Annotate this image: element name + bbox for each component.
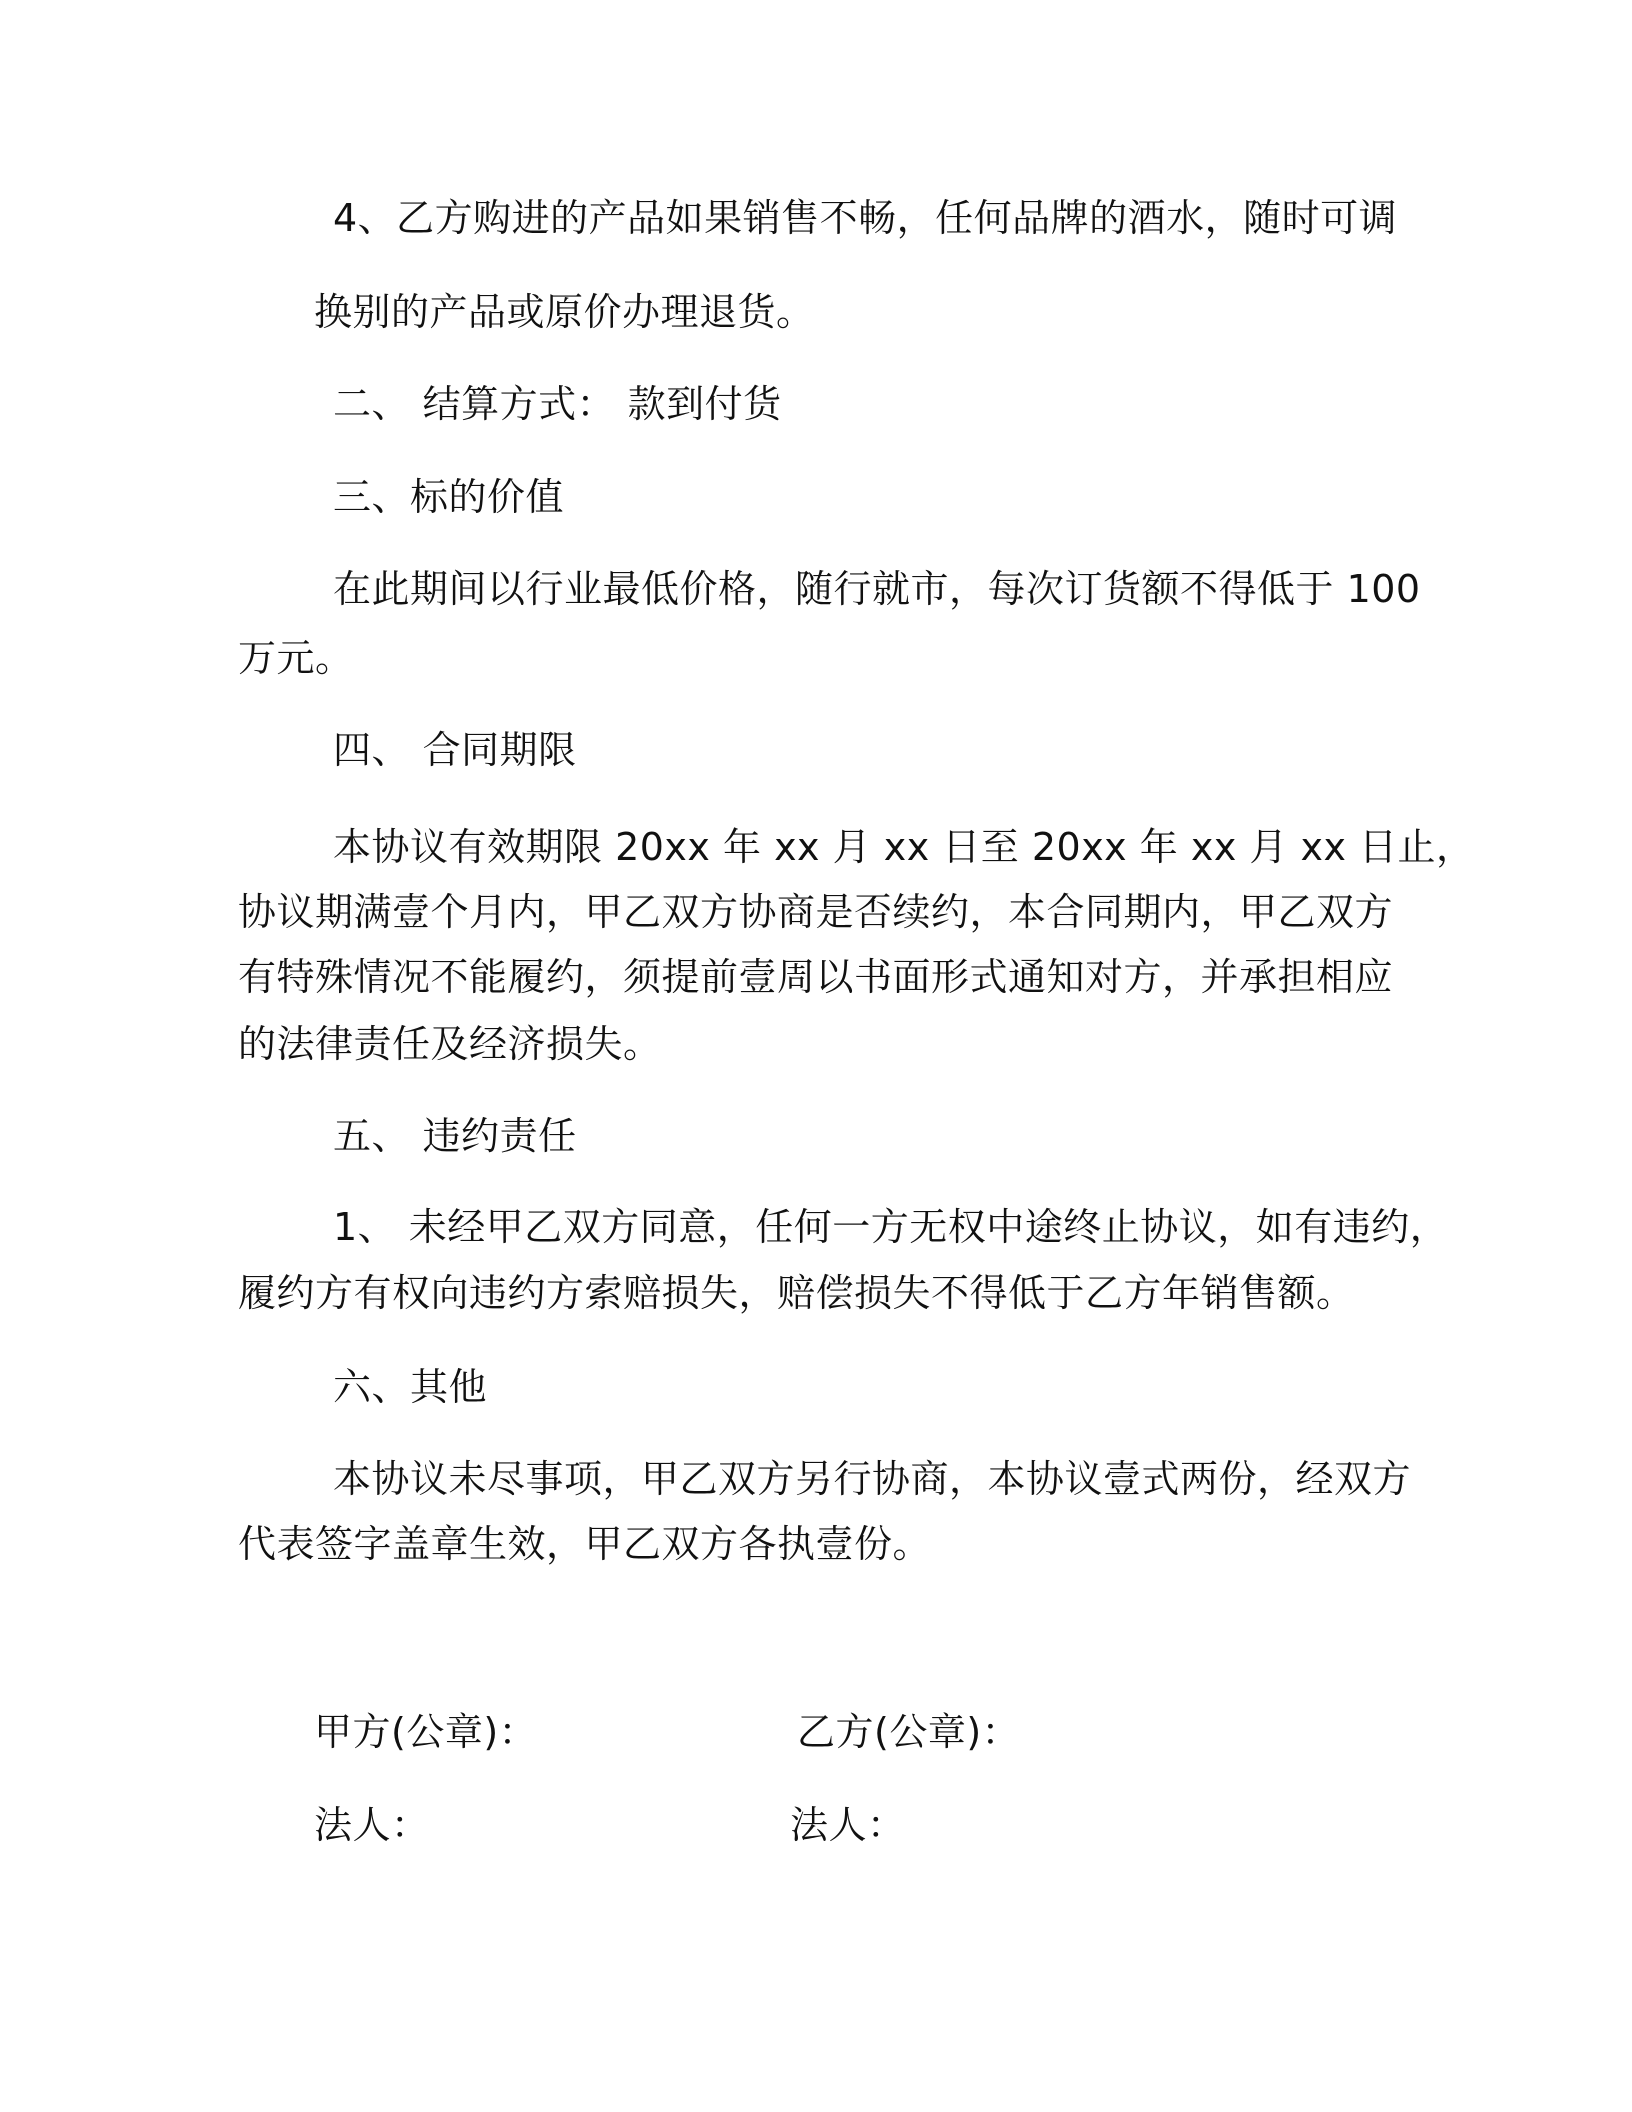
party-a-legal-label: 法人： (314, 1803, 430, 1847)
clause-1-4-line-2: 换别的产品或原价办理退货。 (314, 290, 815, 334)
section-5-body-line-1: 1、 未经甲乙双方同意，任何一方无权中途终止协议，如有违约， (333, 1205, 1449, 1249)
section-5-body-line-2: 履约方有权向违约方索赔损失，赔偿损失不得低于乙方年销售额。 (238, 1271, 1355, 1315)
section-6-body-line-1: 本协议未尽事项，甲乙双方另行协商，本协议壹式两份，经双方 (333, 1457, 1412, 1501)
party-a-seal-label: 甲方(公章)： (314, 1710, 538, 1754)
section-3-body-line-2: 万元。 (238, 636, 354, 680)
section-5-heading: 五、 违约责任 (333, 1114, 577, 1158)
section-4-body-line-2: 协议期满壹个月内，甲乙双方协商是否续约，本合同期内，甲乙双方 (238, 890, 1394, 934)
section-2-heading: 二、 结算方式： 款到付货 (333, 382, 782, 426)
party-b-seal-label: 乙方(公章)： (797, 1710, 1021, 1754)
section-4-body-line-4: 的法律责任及经济损失。 (238, 1022, 662, 1066)
clause-1-4-line-1: 4、乙方购进的产品如果销售不畅，任何品牌的酒水，随时可调 (333, 196, 1398, 240)
section-4-heading: 四、 合同期限 (333, 728, 577, 772)
section-3-heading: 三、标的价值 (333, 475, 565, 519)
section-3-body-line-1: 在此期间以行业最低价格，随行就市，每次订货额不得低于 100 (333, 567, 1421, 611)
section-6-heading: 六、其他 (333, 1365, 488, 1409)
section-6-body-line-2: 代表签字盖章生效，甲乙双方各执壹份。 (238, 1522, 932, 1566)
party-b-legal-label: 法人： (790, 1803, 906, 1847)
section-4-body-line-3: 有特殊情况不能履约，须提前壹周以书面形式通知对方，并承担相应 (238, 955, 1394, 999)
section-4-body-line-1: 本协议有效期限 20xx 年 xx 月 xx 日至 20xx 年 xx 月 xx 日止， (333, 825, 1475, 869)
